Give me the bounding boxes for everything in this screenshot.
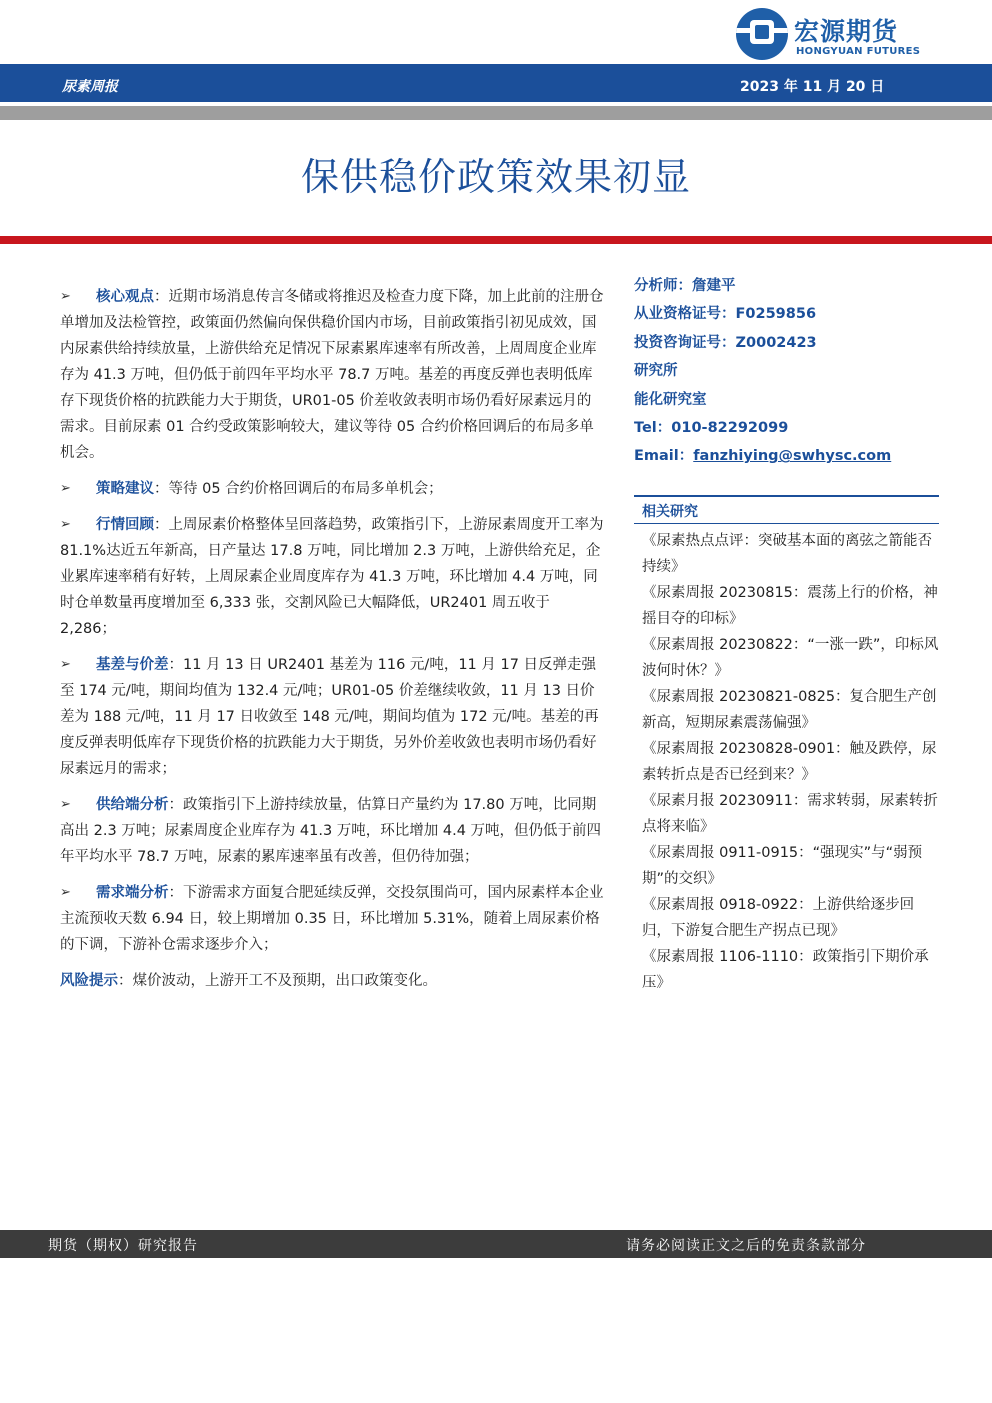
title-rule <box>0 236 992 244</box>
bullet-label: 策略建议 <box>96 481 154 497</box>
footer-disclaimer-note: 请务必阅读正文之后的免责条款部分 <box>626 1238 866 1254</box>
bullet-arrow-icon: ➢ <box>60 481 71 496</box>
bullet-label: 供给端分析 <box>96 797 169 813</box>
analyst-info <box>634 272 939 471</box>
tel-label: Tel： <box>634 419 672 436</box>
related-item[interactable]: 《尿素周报 20230821-0825：复合肥生产创新高，短期尿素震荡偏强》 <box>642 688 937 731</box>
header-divider <box>0 106 992 120</box>
risk-label: 风险提示 <box>60 973 118 989</box>
related-item[interactable]: 《尿素周报 20230815：震荡上行的价格，神摇目夺的印标》 <box>642 584 938 627</box>
related-item[interactable]: 《尿素周报 0918-0922：上游供给逐步回归，下游复合肥生产拐点已现》 <box>642 896 915 939</box>
bullet-demand <box>60 880 605 958</box>
logo-name-cn: 宏源期货 <box>794 17 899 46</box>
bullet-label: 需求端分析 <box>96 885 169 901</box>
bullet-text: ：等待 05 合约价格回调后的布局多单机会； <box>154 481 443 497</box>
bullet-text: ：11 月 13 日 UR2401 基差为 116 元/吨，11 月 17 日反弹走强至 174 元/吨，期间均值为 132.4 元/吨；UR01-05 价差继续收敛，11 月 13 日价差为 188 元/吨，11 月 17 日收敛至 148 元/吨，期间均值为 172 元/吨。基差的再度反弹表明低库存下现货价格的抗跌能力大于期货，另外价差收敛也表明市场仍看好尿素远月的需求； <box>60 657 599 777</box>
bullet-arrow-icon: ➢ <box>60 289 71 304</box>
related-item[interactable]: 《尿素周报 0911-0915：“强现实”与“弱预期”的交织》 <box>642 844 923 887</box>
cert-number: F0259856 <box>735 306 817 323</box>
logo-emblem-icon <box>736 8 788 60</box>
related-item[interactable]: 《尿素月报 20230911：需求转弱，尿素转折点将来临》 <box>642 792 938 835</box>
bullet-arrow-icon: ➢ <box>60 517 71 532</box>
bullet-text: ：政策指引下上游持续放量，估算日产量约为 17.80 万吨，比同期高出 2.3 万吨；尿素周度企业库存为 41.3 万吨，环比增加 4.4 万吨，但仍低于前四年平均水平 78.7 万吨，尿素的累库速率虽有改善，但仍待加强； <box>60 797 602 865</box>
tel-number: 010-82292099 <box>671 419 789 436</box>
email-label: Email： <box>634 448 694 465</box>
analyst-name: 詹建平 <box>692 278 736 294</box>
team: 能化研究室 <box>634 391 707 408</box>
bullet-label: 基差与价差 <box>96 657 169 673</box>
bullet-arrow-icon: ➢ <box>60 797 71 812</box>
bullet-strategy <box>60 476 605 502</box>
report-date: 2023 年 11 月 20 日 <box>740 79 885 95</box>
bullet-core-view <box>60 284 605 466</box>
bullet-basis-spread <box>60 652 605 782</box>
related-item[interactable]: 《尿素周报 20230828-0901：触及跌停，尿素转折点是否已经到来？》 <box>642 740 937 783</box>
bullet-arrow-icon: ➢ <box>60 885 71 900</box>
sidebar <box>634 272 939 996</box>
institute: 研究所 <box>634 363 678 380</box>
logo-name-en: HONGYUAN FUTURES <box>796 46 921 57</box>
related-research-title: 相关研究 <box>634 495 939 521</box>
analyst-label: 分析师： <box>634 278 692 294</box>
consult-number: Z0002423 <box>735 334 817 351</box>
report-type: 尿素周报 <box>62 79 118 95</box>
bullet-label: 核心观点 <box>96 289 154 305</box>
company-logo <box>736 6 936 62</box>
bullet-supply <box>60 792 605 870</box>
related-research-list <box>634 524 939 996</box>
bullet-text: ：近期市场消息传言冬储或将推迟及检查力度下降，加上此前的注册仓单增加及法检管控，政策面仍然偏向保供稳价国内市场，目前政策指引初见成效，国内尿素供给持续放量，上游供给充足情况下尿素累库速率有所改善，上周周度企业库存为 41.3 万吨，但仍低于前四年平均水平 78.7 万吨。基差的再度反弹也表明低库存下现货价格的抗跌能力大于期货，UR01-05 价差收敛表明市场仍看好尿素远月的需求。目前尿素 01 合约受政策影响较大，建议等待 05 合约价格回调后的布局多单机会。 <box>60 289 604 461</box>
footer-report-label: 期货（期权）研究报告 <box>48 1238 198 1254</box>
related-item[interactable]: 《尿素热点点评：突破基本面的离弦之箭能否持续》 <box>642 532 932 575</box>
related-item[interactable]: 《尿素周报 1106-1110：政策指引下期价承压》 <box>642 948 929 991</box>
email-link[interactable]: fanzhiying@swhysc.com <box>693 448 892 465</box>
bullet-label: 行情回顾 <box>96 517 154 533</box>
bullet-arrow-icon: ➢ <box>60 657 71 672</box>
risk-note <box>60 968 605 994</box>
bullet-text: ：上周尿素价格整体呈回落趋势，政策指引下，上游尿素周度开工率为 81.1%达近五年新高，日产量达 17.8 万吨，同比增加 2.3 万吨，上游供给充足，企业累库速率稍有好转，上周尿素企业周度库存为 41.3 万吨，环比增加 4.4 万吨，同时仓单数量再度增加至 6,333 张，交割风险已大幅降低，UR2401 周五收于 2,286； <box>60 517 604 637</box>
page-title: 保供稳价政策效果初显 <box>300 155 691 199</box>
main-content <box>60 284 605 1004</box>
bullet-text: ：下游需求方面复合肥延续反弹，交投氛围尚可，国内尿素样本企业主流预收天数 6.94 日，较上期增加 0.35 日，环比增加 5.31%，随着上周尿素价格的下调，下游补仓需求逐步介入； <box>60 885 604 953</box>
bullet-market-review <box>60 512 605 642</box>
risk-text: ：煤价波动，上游开工不及预期，出口政策变化。 <box>118 973 437 989</box>
cert-label: 从业资格证号： <box>634 306 736 323</box>
related-item[interactable]: 《尿素周报 20230822：“一涨一跌”，印标风波何时休？》 <box>642 636 939 679</box>
consult-label: 投资咨询证号： <box>634 334 736 351</box>
